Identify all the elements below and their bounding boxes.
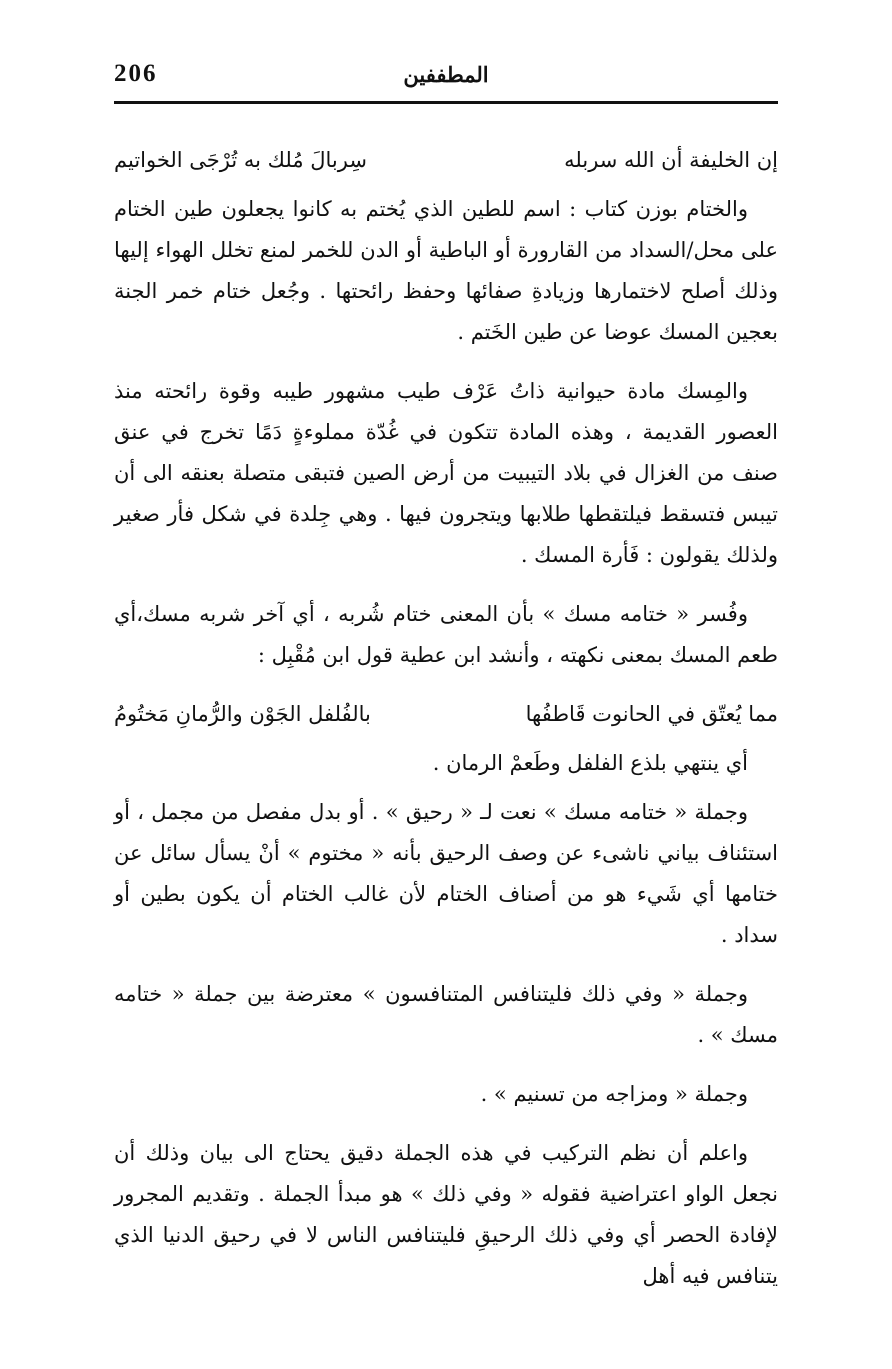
paragraph: وجملة « ختامه مسك » نعت لـ « رحيق » . أو بدل مفصل من مجمل ، أو استئناف بياني ناشىء عن وصف الرحيق بأنه « مختوم » أنْ يسأل سائل عن ختامها أي شَيء هو من أصناف الختام لأن غالب الختام أن يكون بطين أو سداد . — [114, 800, 778, 947]
paragraph: أي ينتهي بلذع الفلفل وطَعمْ الرمان . — [432, 751, 748, 775]
running-title: المطففين — [403, 62, 489, 87]
verse-hemistich-second: سِربالَ مُلك به تُرْجَى الخواتيم — [114, 148, 367, 172]
paragraph: واعلم أن نظم التركيب في هذه الجملة دقيق يحتاج الى بيان وذلك أن نجعل الواو اعتراضية فقوله « وفي ذلك » هو مبدأ الجملة . وتقديم المجرور لإفادة الحصر أي وفي ذلك الرحيقِ فليتنافس الناس لا في رحيق الدنيا الذي يتنافس فيه أهل — [114, 1141, 778, 1288]
paragraph: وجملة « ومزاجه من تسنيم » . — [480, 1082, 748, 1106]
verse-line — [114, 694, 778, 735]
verse-hemistich-first: مما يُعتّق في الحانوت قَاطفُها — [525, 702, 778, 726]
verse-hemistich-first: إن الخليفة أن الله سربله — [564, 148, 778, 172]
verse-hemistich-second: بالفُلفل الجَوْن والرُّمانِ مَختُومُ — [114, 702, 371, 726]
paragraph: والختام بوزن كتاب : اسم للطين الذي يُختم به كانوا يجعلون طين الختام على محل/السداد من القارورة أو الباطية أو الدن للخمر لمنع تخلل الهواء إليها وذلك أصلح لاختمارها وزيادةِ صفائها وحفظ رائحتها . وجُعل ختام خمر الجنة بعجين المسك عوضا عن طين الخَتم . — [114, 197, 778, 344]
paragraph: وجملة « وفي ذلك فليتنافس المتنافسون » معترضة بين جملة « ختامه مسك » . — [114, 982, 778, 1047]
header-rule — [114, 101, 778, 104]
paragraph: وفُسر « ختامه مسك » بأن المعنى ختام شُربه ، أي آخر شربه مسك،أي طعم المسك بمعنى نكهته ، وأنشد ابن عطية قول ابن مُقْبِل : — [114, 602, 778, 667]
page-number: 206 — [114, 60, 158, 87]
paragraph: والمِسك مادة حيوانية ذاتُ عَرْف طيب مشهور طيبه وقوة رائحته منذ العصور القديمة ، وهذه المادة تتكون في غُدّة مملوءةٍ دَمًا تخرج في عنق صنف من الغزال في بلاد التيبيت من أرض الصين فتبقى متصلة بعنقه الى أن تيبس فتسقط فيلتقطها طلابها ويتجرون فيها . وهي جِلدة في شكل فأر صغير ولذلك يقولون : فَأرة المسك . — [114, 379, 778, 567]
page-header — [114, 56, 778, 100]
page-body — [114, 140, 778, 1297]
verse-line — [114, 140, 778, 181]
